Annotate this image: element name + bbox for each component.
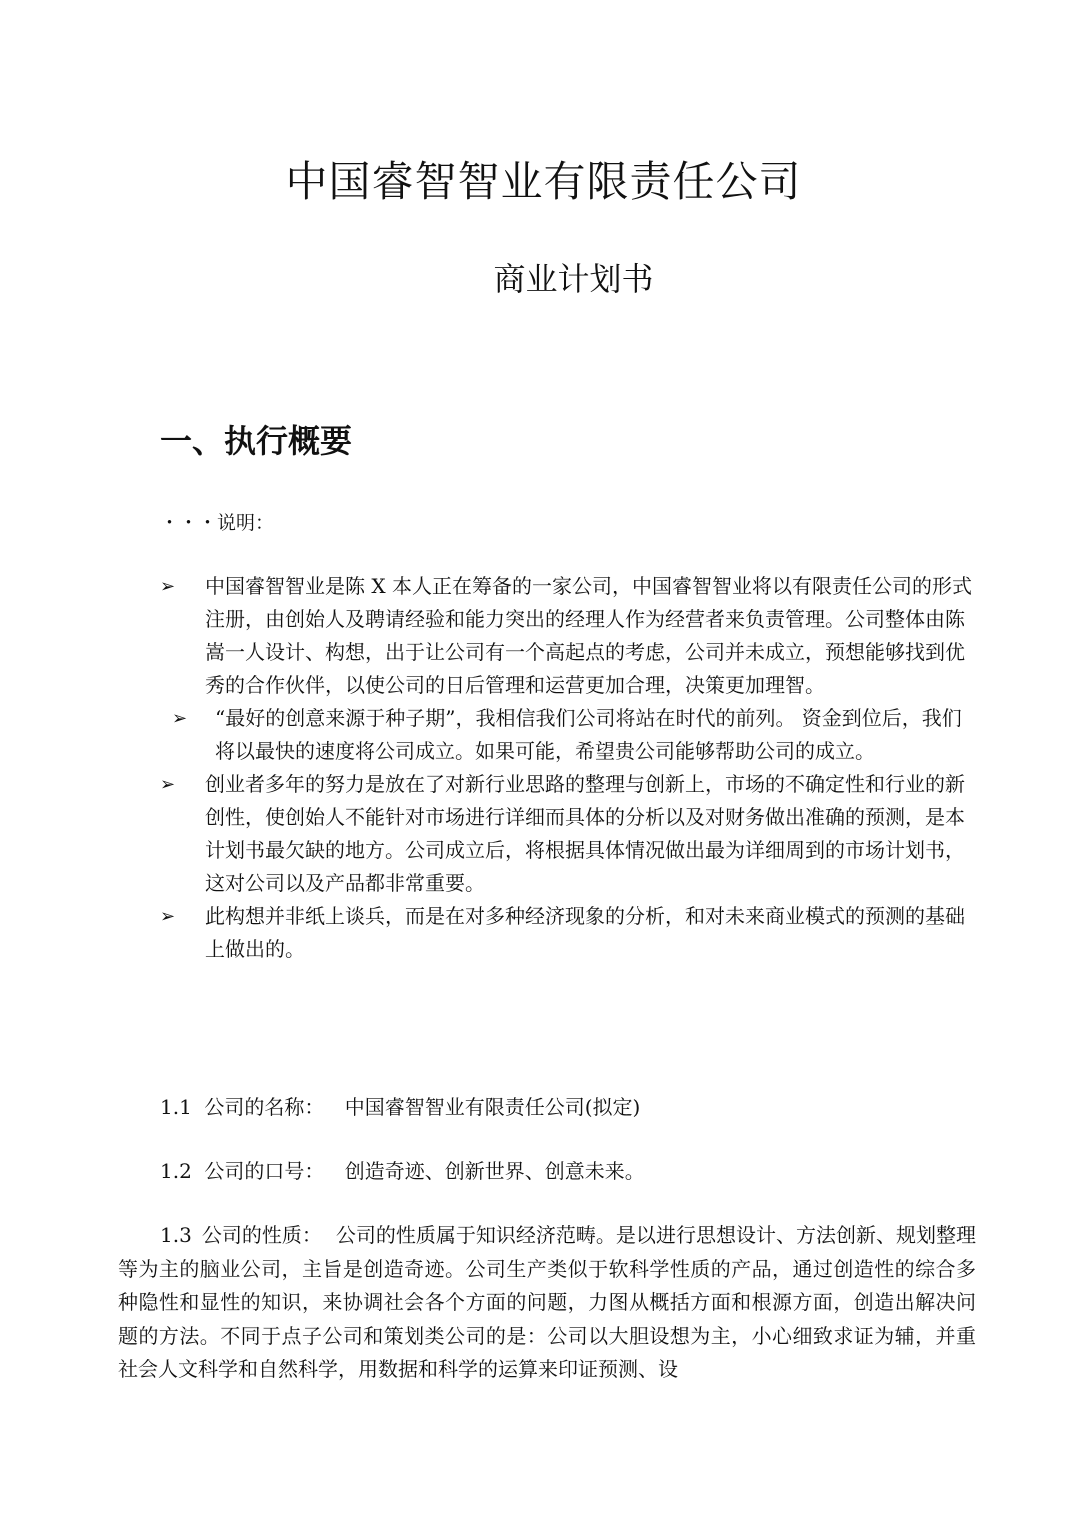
item-value: 创造奇迹、创新世界、创意未来。 [344, 1159, 645, 1183]
arrow-bullet-icon: ➢ [172, 708, 188, 729]
arrow-bullet-icon: ➢ [160, 576, 176, 597]
arrow-bullet-icon: ➢ [160, 906, 176, 927]
bullet-item [160, 900, 980, 966]
bullet-text: 中国睿智智业是陈 X 本人正在筹备的一家公司，中国睿智智业将以有限责任公司的形式注册，由创始人及聘请经验和能力突出的经理人作为经营者来负责管理。公司整体由陈嵩一人设计、构想，出于让公司有一个高起点的考虑，公司并未成立，预想能够找到优秀的合作伙伴，以使公司的日后管理和运营更加合理，决策更加理智。 [205, 574, 972, 697]
bullet-item [160, 570, 980, 702]
bullet-item [160, 768, 980, 900]
bullet-text: 创业者多年的努力是放在了对新行业思路的整理与创新上，市场的不确定性和行业的新创性，使创始人不能针对市场进行详细而具体的分析以及对财务做出准确的预测，是本计划书最欠缺的地方。公司成立后，将根据具体情况做出最为详细周到的市场计划书，这对公司以及产品都非常重要。 [205, 772, 965, 895]
arrow-bullet-icon: ➢ [160, 774, 176, 795]
item-value: 公司的性质属于知识经济范畴。是以进行思想设计、方法创新、规划整理等为主的脑业公司，主旨是创造奇迹。公司生产类似于软科学性质的产品，通过创造性的综合多种隐性和显性的知识，来协调社会各个方面的问题，力图从概括方面和根源方面，创造出解决问题的方法。不同于点子公司和策划类公司的是：公司以大胆设想为主，小心细致求证为辅，并重社会人文科学和自然科学，用数据和科学的运算来印证预测、设 [118, 1223, 977, 1381]
section-heading: 一、执行概要 [160, 422, 353, 460]
bullet-text: “最好的创意来源于种子期”，我相信我们公司将站在时代的前列。 资金到位后，我们将以最快的速度将公司成立。如果可能，希望贵公司能够帮助公司的成立。 [215, 706, 962, 763]
item-value: 中国睿智智业有限责任公司(拟定) [344, 1095, 641, 1119]
note-label: ・・・说明： [160, 512, 275, 534]
document-title: 中国睿智智业有限责任公司 [285, 157, 802, 206]
company-name-item [160, 1091, 980, 1124]
bullet-item [160, 702, 980, 768]
item-number: 1.1 [160, 1095, 192, 1119]
document-subtitle: 商业计划书 [493, 260, 654, 298]
item-number: 1.3 [160, 1223, 192, 1247]
company-slogan-item [160, 1155, 980, 1188]
company-nature-paragraph [118, 1219, 976, 1387]
item-label: 公司的性质： [201, 1223, 322, 1247]
item-label: 公司的名称： [204, 1095, 325, 1119]
item-number: 1.2 [160, 1159, 192, 1183]
bullet-text: 此构想并非纸上谈兵，而是在对多种经济现象的分析，和对未来商业模式的预测的基础上做出的。 [205, 904, 965, 961]
item-label: 公司的口号： [204, 1159, 325, 1183]
bullet-list [160, 570, 980, 966]
